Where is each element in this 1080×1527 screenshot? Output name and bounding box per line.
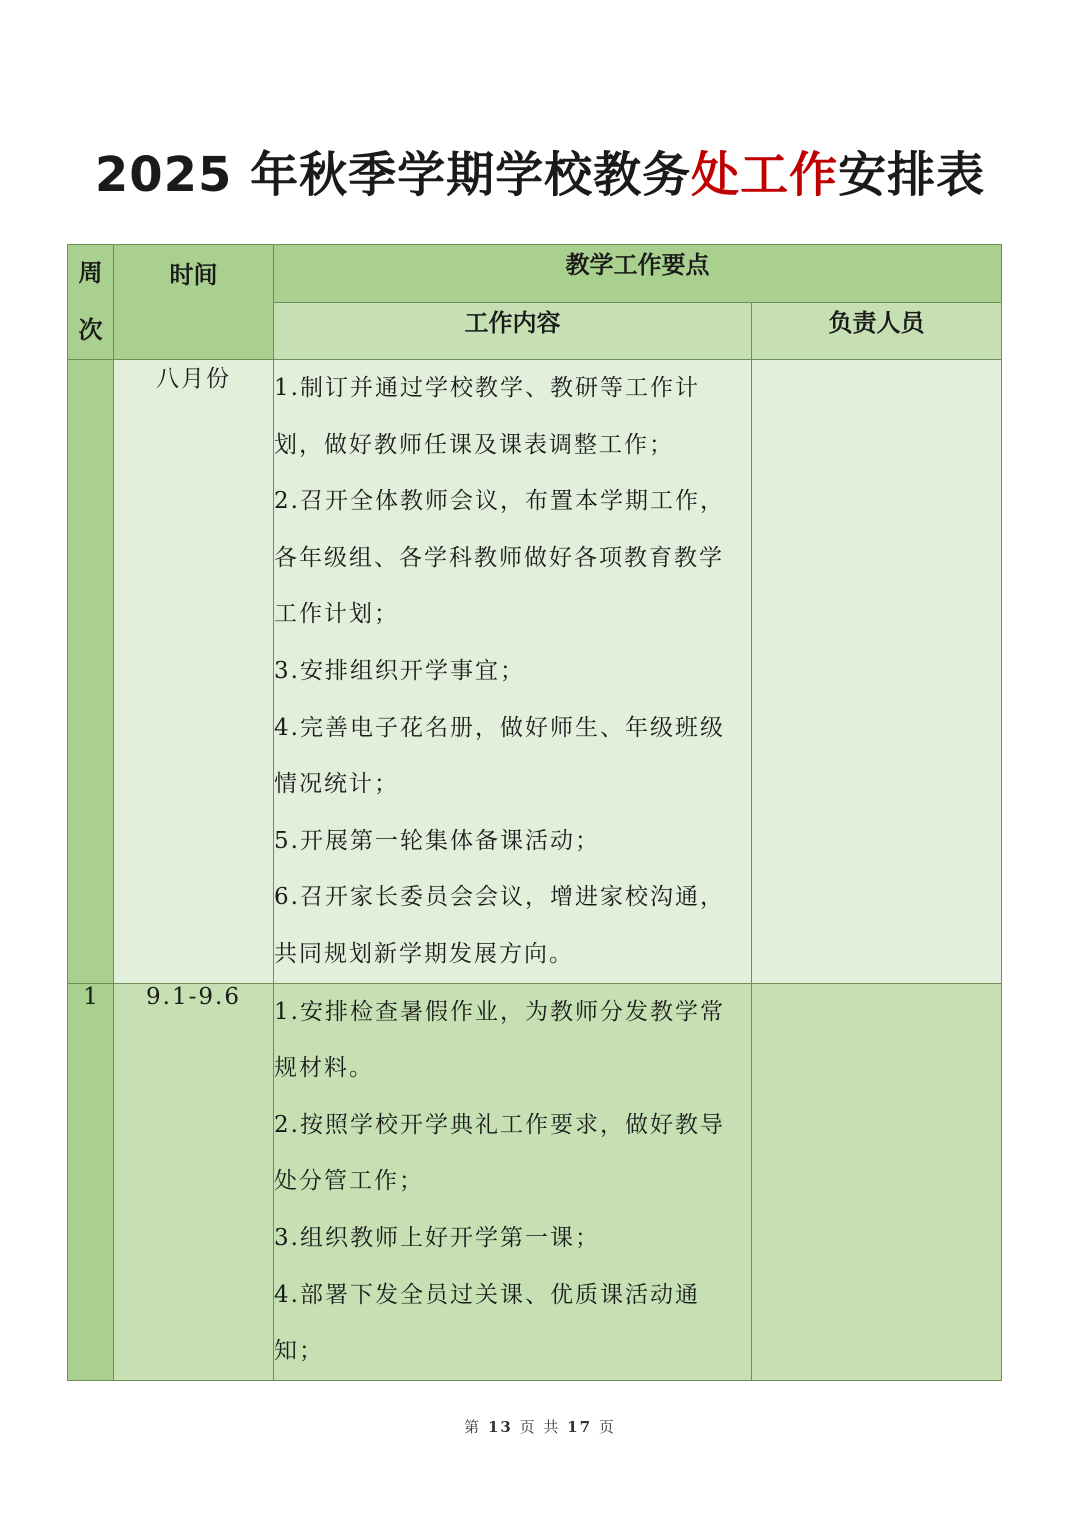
content-line: 4.完善电子花名册，做好师生、年级班级 (274, 714, 725, 741)
content-line: 3.组织教师上好开学第一课； (274, 1224, 600, 1251)
footer-prefix: 第 (464, 1418, 482, 1436)
content-line: 知； (274, 1338, 324, 1365)
header-row-1 (68, 245, 1002, 303)
content-line: 各年级组、各学科教师做好各项教育教学 (274, 544, 724, 571)
content-line: 处分管工作； (274, 1168, 424, 1195)
content-line: 共同规划新学期发展方向。 (274, 940, 574, 967)
footer-total-pages: 17 (567, 1418, 593, 1436)
content-line: 3.安排组织开学事宜； (274, 657, 525, 684)
table-row (68, 360, 1002, 984)
footer-page-number: 13 (487, 1418, 513, 1436)
content-line: 1.制订并通过学校教学、教研等工作计 (274, 375, 700, 401)
header-group: 教学工作要点 (274, 245, 1002, 303)
header-week-char1: 周 (78, 259, 103, 287)
time-cell: 9.1-9.6 (114, 983, 274, 1380)
content-cell (274, 983, 752, 1380)
title-end: 安排表 (838, 147, 986, 203)
content-line: 规材料。 (274, 1055, 374, 1082)
schedule-table (67, 244, 1002, 1381)
header-week (68, 245, 114, 360)
responsible-cell (752, 983, 1002, 1380)
content-line: 2.按照学校开学典礼工作要求，做好教导 (274, 1111, 725, 1138)
page-title (0, 140, 1080, 210)
header-time: 时间 (114, 245, 274, 360)
time-cell: 八月份 (114, 360, 274, 984)
content-line: 1.安排检查暑假作业，为教师分发教学常 (274, 998, 725, 1025)
week-cell: 1 (68, 983, 114, 1380)
title-main: 2025 年秋季学期学校教务 (94, 147, 692, 203)
page-footer (0, 1416, 1080, 1437)
content-line: 6.召开家长委员会会议，增进家校沟通， (274, 884, 725, 911)
week-cell (68, 360, 114, 984)
table-row (68, 983, 1002, 1380)
content-line: 2.召开全体教师会议，布置本学期工作， (274, 488, 725, 515)
header-content: 工作内容 (274, 303, 752, 360)
title-highlight: 处工作 (691, 147, 839, 203)
content-cell (274, 360, 752, 984)
header-responsible: 负责人员 (752, 303, 1002, 360)
footer-mid: 页 共 (519, 1418, 561, 1436)
content-line: 4.部署下发全员过关课、优质课活动通 (274, 1281, 700, 1308)
content-line: 划，做好教师任课及课表调整工作； (274, 431, 674, 458)
footer-suffix: 页 (598, 1418, 616, 1436)
content-line: 情况统计； (274, 771, 399, 798)
header-week-char2: 次 (78, 316, 103, 344)
content-line: 工作计划； (274, 601, 399, 628)
content-line: 5.开展第一轮集体备课活动； (274, 827, 600, 854)
responsible-cell (752, 360, 1002, 984)
